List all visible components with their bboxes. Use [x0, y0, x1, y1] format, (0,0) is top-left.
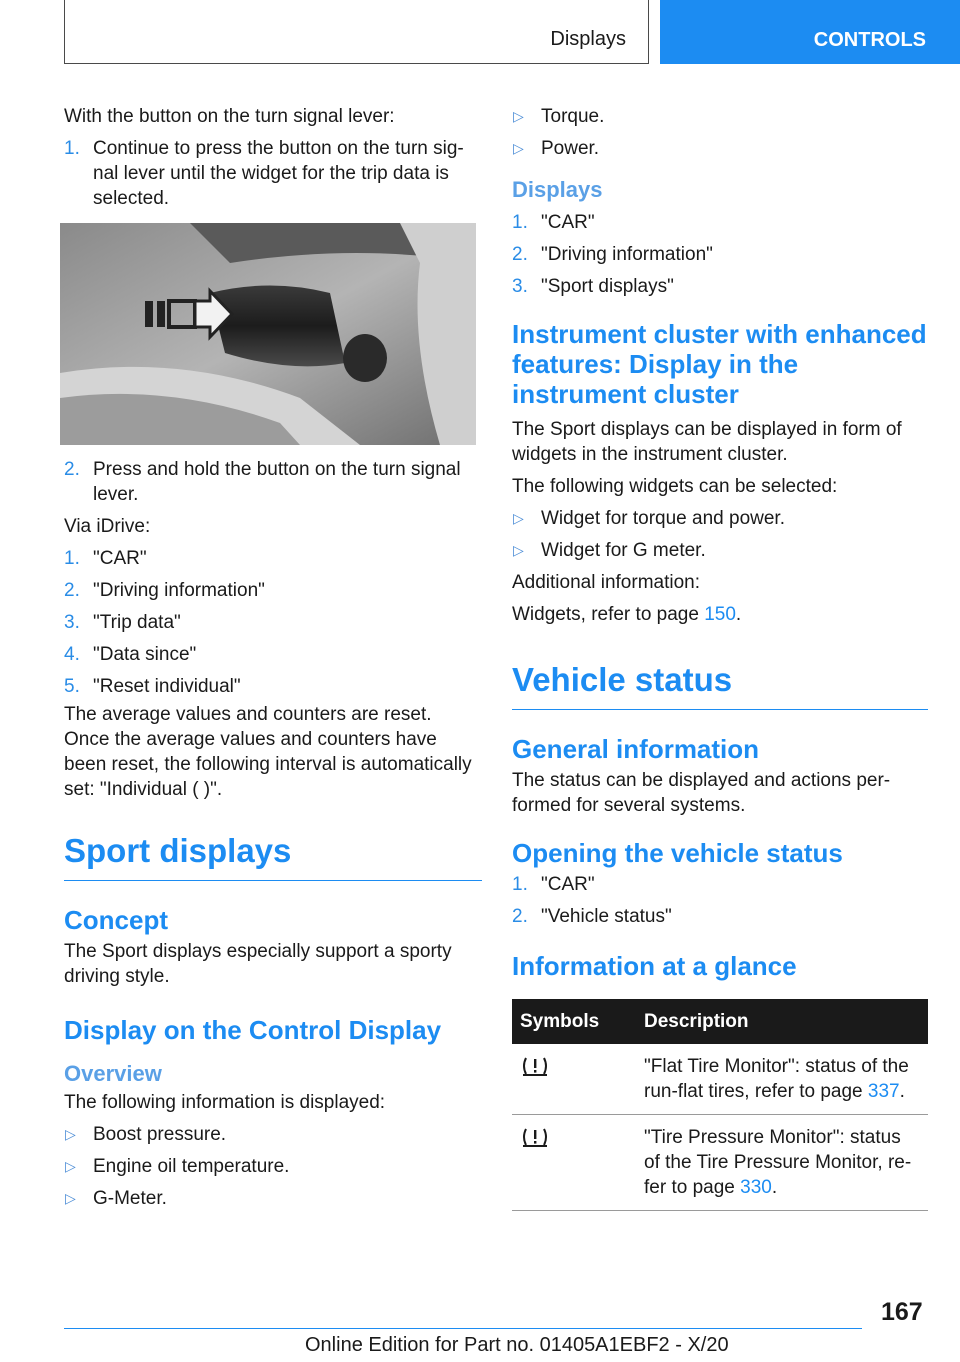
list-item: ▷ Widget for torque and power. [513, 508, 785, 529]
table-cell-description: "Tire Pressure Monitor": status of the Tire Pressure Monitor, re-fer to page 330. [636, 1115, 928, 1211]
steps-list-1 [64, 136, 482, 211]
list-item: 1. "CAR" [512, 874, 595, 895]
header-chapter-label: CONTROLS [813, 29, 926, 51]
via-idrive-text: Via iDrive: [64, 516, 151, 537]
overview-list-continued [512, 104, 928, 161]
triangle-bullet-icon: ▷ [65, 1190, 76, 1206]
list-item: ▷ Boost pressure. [65, 1124, 227, 1145]
list-item: 2. "Vehicle status" [512, 906, 672, 927]
header-section-label: Displays [550, 28, 626, 50]
table-cell-symbol [512, 1044, 636, 1115]
header-section-tab [64, 0, 649, 64]
list-item: 1. "CAR" [512, 212, 595, 233]
general-information-title: General information [512, 734, 760, 764]
list-item: ▷ Torque. [513, 106, 605, 127]
displays-steps-list [512, 210, 928, 299]
page-number: 167 [881, 1298, 923, 1326]
tire-warning-icon [520, 1054, 550, 1078]
list-item: 2. "Driving information" [512, 244, 713, 265]
header-chapter-tab [660, 0, 960, 64]
triangle-bullet-icon: ▷ [513, 542, 524, 558]
table-header-symbols: Symbols [512, 999, 636, 1044]
concept-text: The Sport displays especially support a sporty driving style. [64, 941, 452, 987]
list-item: 5. "Reset individual" [64, 676, 241, 697]
steps-list-2 [64, 457, 482, 507]
instrument-cluster-text: The Sport displays can be displayed in form of widgets in the instrument cluster. [512, 419, 902, 465]
idrive-steps-list [64, 546, 482, 699]
opening-vehicle-status-title: Opening the vehicle status [512, 838, 843, 868]
list-item: 2. "Driving information" [64, 580, 265, 601]
additional-info-text: Additional information: [512, 572, 700, 593]
list-item: ▷ Power. [513, 138, 600, 159]
list-item: ▷ G-Meter. [65, 1188, 167, 1209]
concept-title: Concept [64, 905, 168, 935]
footer-rule [64, 1328, 862, 1329]
triangle-bullet-icon: ▷ [65, 1158, 76, 1174]
widgets-list [512, 506, 928, 563]
page-link-330[interactable]: 330 [740, 1177, 772, 1198]
overview-title: Overview [64, 1061, 162, 1086]
triangle-bullet-icon: ▷ [65, 1126, 76, 1142]
widgets-intro-text: The following widgets can be selected: [512, 476, 838, 497]
vehicle-status-title: Vehicle status [512, 661, 928, 710]
page-link-150[interactable]: 150 [704, 604, 736, 625]
symbols-table [512, 999, 928, 1211]
table-cell-symbol [512, 1115, 636, 1211]
table-row [512, 1115, 928, 1211]
displays-title: Displays [512, 177, 603, 202]
open-steps-list [512, 872, 928, 929]
information-at-a-glance-title: Information at a glance [512, 951, 797, 981]
instrument-cluster-title: Instrument cluster with enhanced features: Display in the instrument cluster [512, 319, 927, 409]
list-item: 3. "Trip data" [64, 612, 181, 633]
reset-text: The average values and counters are reset. Once the average values and counters have been reset, the following interval is automatically set: "Individual ( )". [64, 704, 472, 800]
left-column [64, 104, 482, 1218]
triangle-bullet-icon: ▷ [513, 510, 524, 526]
sport-displays-title: Sport displays [64, 832, 482, 881]
right-column [512, 104, 928, 1211]
intro-text: With the button on the turn signal lever: [64, 106, 395, 127]
list-item: 1. "CAR" [64, 548, 147, 569]
triangle-bullet-icon: ▷ [513, 108, 524, 124]
footer-edition: Online Edition for Part no. 01405A1EBF2 - X/20 [305, 1334, 729, 1356]
list-item: ▷ Widget for G meter. [513, 540, 706, 561]
general-information-text: The status can be displayed and actions per-formed for several systems. [512, 770, 891, 816]
table-header-description: Description [636, 999, 928, 1044]
control-display-title: Display on the Control Display [64, 1015, 442, 1045]
triangle-bullet-icon: ▷ [513, 140, 524, 156]
list-item: 4. "Data since" [64, 644, 197, 665]
turn-signal-lever-photo [60, 223, 476, 445]
widgets-reference: Widgets, refer to page 150. [512, 604, 742, 625]
table-header-row [512, 999, 928, 1044]
list-item: 1. Continue to press the button on the turn sig-nal lever until the widget for the trip data is selected. [64, 138, 464, 209]
list-item: ▷ Engine oil temperature. [65, 1156, 290, 1177]
overview-text: The following information is displayed: [64, 1092, 386, 1113]
table-row [512, 1044, 928, 1115]
page-link-337[interactable]: 337 [867, 1081, 900, 1102]
list-item: 3. "Sport displays" [512, 276, 674, 297]
list-item: 2. Press and hold the button on the turn signal lever. [64, 459, 461, 505]
tire-warning-icon [520, 1125, 550, 1149]
overview-list [64, 1122, 482, 1211]
table-cell-description: "Flat Tire Monitor": status of the run-flat tires, refer to page 337. [636, 1044, 928, 1115]
